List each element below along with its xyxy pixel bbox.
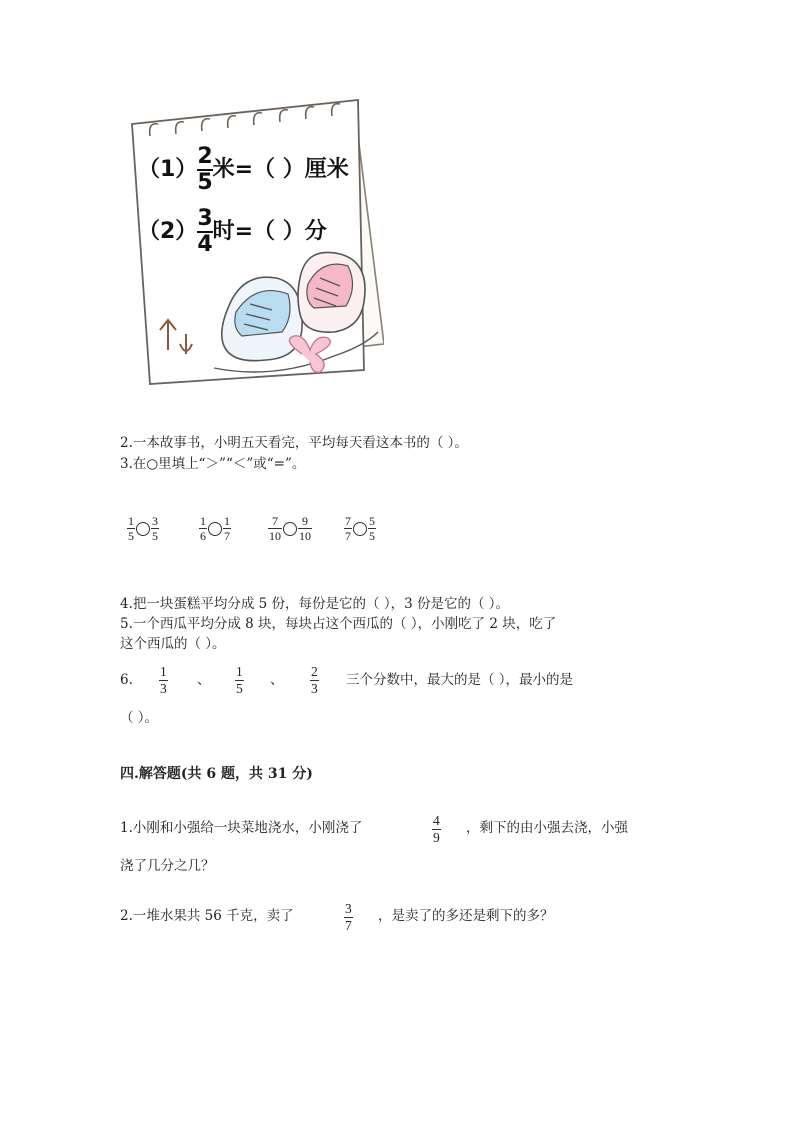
q6-f2-den: 5 (236, 680, 243, 696)
question-2: 2.一本故事书，小明五天看完，平均每天看这本书的（ ）。 (120, 435, 468, 451)
problem-2-fraction (344, 902, 353, 932)
comparison-2 (199, 515, 231, 542)
comp3-a-num: 7 (272, 514, 278, 528)
section-4-title: 四.解答题(共 6 题，共 31 分) (120, 766, 313, 782)
comparison-1 (127, 515, 159, 542)
problem-1-part-b: ，剩下的由小强去浇，小强 (466, 820, 628, 836)
compare-circle[interactable] (136, 522, 150, 536)
comparison-3 (268, 515, 312, 542)
line1-suffix: 米=（ ）厘米 (212, 157, 349, 182)
comp2-a-num: 1 (200, 514, 206, 528)
p2-frac-num: 3 (345, 901, 352, 916)
problem-1-fraction (432, 814, 441, 844)
comp2-b-num: 1 (224, 514, 230, 528)
q6-frac-1 (159, 665, 168, 695)
comp3-b-num: 9 (302, 514, 308, 528)
comp4-a-num: 7 (345, 514, 351, 528)
notepad-illustration (128, 98, 384, 390)
q6-line-2: （ ）。 (120, 710, 159, 726)
q6-sep-1: 、 (197, 672, 211, 688)
comp2-a-den: 6 (200, 529, 206, 543)
line2-suffix: 时=（ ）分 (212, 219, 327, 244)
comparison-4 (344, 515, 376, 542)
compare-circle[interactable] (208, 522, 222, 536)
line1-numerator: 2 (197, 144, 213, 169)
comp2-b-den: 7 (224, 529, 230, 543)
line2-denominator: 4 (197, 232, 213, 257)
illustration-line-1 (138, 146, 349, 194)
q6-f3-num: 2 (311, 664, 318, 679)
line1-prefix: （1） (138, 157, 198, 182)
question-5-line-1: 5.一个西瓜平均分成 8 块，每块占这个西瓜的（ ），小刚吃了 2 块，吃了 (120, 616, 557, 632)
q6-f1-den: 3 (160, 680, 167, 696)
problem-1-line-2: 浇了几分之几？ (120, 858, 215, 874)
q6-f3-den: 3 (311, 680, 318, 696)
illustration-line-2 (138, 208, 327, 256)
comp3-b-den: 10 (299, 529, 311, 543)
line2-fraction (197, 208, 212, 256)
p1-frac-den: 9 (433, 829, 440, 845)
question-4: 4.把一块蛋糕平均分成 5 份，每份是它的（ ），3 份是它的（ ）。 (120, 596, 510, 612)
question-6-label: 6. (120, 672, 133, 688)
q6-f2-num: 1 (236, 664, 243, 679)
comp1-b-num: 3 (152, 514, 158, 528)
q6-text: 三个分数中，最大的是（ ），最小的是 (346, 672, 574, 688)
line1-denominator: 5 (197, 170, 213, 195)
q6-frac-3 (310, 665, 319, 695)
comp3-a-den: 10 (269, 529, 281, 543)
q6-f1-num: 1 (160, 664, 167, 679)
comp4-b-num: 5 (369, 514, 375, 528)
line1-fraction (197, 146, 212, 194)
q6-sep-2: 、 (270, 672, 284, 688)
line2-prefix: （2） (138, 219, 198, 244)
problem-1-part-a: 1.小刚和小强给一块菜地浇水，小刚浇了 (120, 820, 363, 836)
question-5-line-2: 这个西瓜的（ ）。 (120, 636, 226, 652)
p1-frac-num: 4 (433, 813, 440, 828)
comp1-b-den: 5 (152, 529, 158, 543)
comp4-a-den: 7 (345, 529, 351, 543)
compare-circle[interactable] (283, 522, 297, 536)
q6-frac-2 (235, 665, 244, 695)
p2-frac-den: 7 (345, 917, 352, 933)
question-3: 3.在○里填上“＞”“＜”或“=”。 (120, 456, 306, 472)
line2-numerator: 3 (197, 206, 213, 231)
compare-circle[interactable] (353, 522, 367, 536)
problem-2-part-b: ，是卖了的多还是剩下的多？ (378, 908, 554, 924)
problem-2-part-a: 2.一堆水果共 56 千克，卖了 (120, 908, 294, 924)
comp4-b-den: 5 (369, 529, 375, 543)
comp1-a-den: 5 (128, 529, 134, 543)
comp1-a-num: 1 (128, 514, 134, 528)
